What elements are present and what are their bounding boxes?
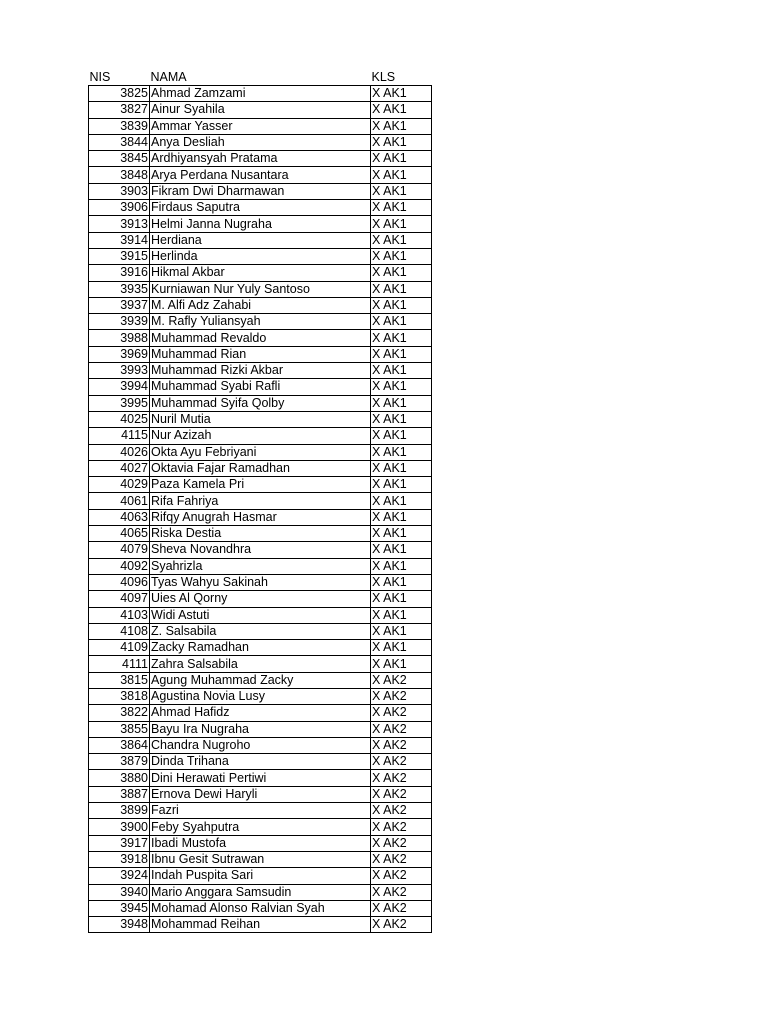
- nama-cell: Ernova Dewi Haryli: [150, 786, 371, 802]
- table-row: [89, 509, 432, 525]
- nis-cell: 3844: [89, 134, 150, 150]
- kls-cell: X AK2: [371, 900, 432, 916]
- header-kls: KLS: [371, 70, 396, 84]
- student-list-sheet: [88, 68, 431, 933]
- nis-cell: 3914: [89, 232, 150, 248]
- kls-cell: X AK1: [371, 574, 432, 590]
- kls-cell: X AK2: [371, 868, 432, 884]
- kls-cell: X AK1: [371, 281, 432, 297]
- nama-cell: Paza Kamela Pri: [150, 477, 371, 493]
- table-row: [89, 216, 432, 232]
- nis-cell: 3995: [89, 395, 150, 411]
- nama-cell: Chandra Nugroho: [150, 737, 371, 753]
- nis-cell: 3988: [89, 330, 150, 346]
- table-row: [89, 314, 432, 330]
- table-row: [89, 721, 432, 737]
- table-row: [89, 411, 432, 427]
- nama-cell: Zahra Salsabila: [150, 656, 371, 672]
- kls-cell: X AK2: [371, 688, 432, 704]
- nis-cell: 3822: [89, 705, 150, 721]
- kls-cell: X AK1: [371, 509, 432, 525]
- nama-cell: Oktavia Fajar Ramadhan: [150, 460, 371, 476]
- kls-cell: X AK1: [371, 542, 432, 558]
- table-row: [89, 346, 432, 362]
- nama-cell: Rifqy Anugrah Hasmar: [150, 509, 371, 525]
- nis-cell: 3815: [89, 672, 150, 688]
- table-row: [89, 640, 432, 656]
- nama-cell: Agustina Novia Lusy: [150, 688, 371, 704]
- header-nama: NAMA: [150, 70, 187, 84]
- nis-cell: 3935: [89, 281, 150, 297]
- nama-cell: Feby Syahputra: [150, 819, 371, 835]
- nama-cell: Ibadi Mustofa: [150, 835, 371, 851]
- table-row: [89, 395, 432, 411]
- nis-cell: 3918: [89, 851, 150, 867]
- kls-cell: X AK2: [371, 721, 432, 737]
- nama-cell: Ahmad Hafidz: [150, 705, 371, 721]
- kls-cell: X AK1: [371, 183, 432, 199]
- kls-cell: X AK1: [371, 428, 432, 444]
- nama-cell: Nur Azizah: [150, 428, 371, 444]
- table-row: [89, 118, 432, 134]
- table-row: [89, 705, 432, 721]
- nis-cell: 3913: [89, 216, 150, 232]
- table-header: [89, 68, 432, 86]
- table-row: [89, 428, 432, 444]
- kls-cell: X AK2: [371, 737, 432, 753]
- table-row: [89, 526, 432, 542]
- nama-cell: Fikram Dwi Dharmawan: [150, 183, 371, 199]
- nama-cell: Muhammad Rian: [150, 346, 371, 362]
- table-row: [89, 134, 432, 150]
- nis-cell: 3937: [89, 297, 150, 313]
- table-row: [89, 835, 432, 851]
- nis-cell: 3924: [89, 868, 150, 884]
- nis-cell: 3855: [89, 721, 150, 737]
- table-row: [89, 607, 432, 623]
- nama-cell: Kurniawan Nur Yuly Santoso: [150, 281, 371, 297]
- kls-cell: X AK1: [371, 493, 432, 509]
- table-row: [89, 102, 432, 118]
- header-nis: NIS: [89, 70, 111, 84]
- nis-cell: 3948: [89, 917, 150, 933]
- nis-cell: 3994: [89, 379, 150, 395]
- table-row: [89, 167, 432, 183]
- kls-cell: X AK1: [371, 379, 432, 395]
- nama-cell: Arya Perdana Nusantara: [150, 167, 371, 183]
- table-row: [89, 444, 432, 460]
- kls-cell: X AK1: [371, 248, 432, 264]
- nama-cell: Dini Herawati Pertiwi: [150, 770, 371, 786]
- nis-cell: 4027: [89, 460, 150, 476]
- kls-cell: X AK2: [371, 705, 432, 721]
- nis-cell: 4111: [89, 656, 150, 672]
- nama-cell: Mohammad Reihan: [150, 917, 371, 933]
- table-row: [89, 183, 432, 199]
- table-row: [89, 786, 432, 802]
- nis-cell: 4097: [89, 591, 150, 607]
- nama-cell: Muhammad Syabi Rafli: [150, 379, 371, 395]
- nis-cell: 3839: [89, 118, 150, 134]
- kls-cell: X AK2: [371, 770, 432, 786]
- table-row: [89, 803, 432, 819]
- kls-cell: X AK1: [371, 591, 432, 607]
- nis-cell: 4061: [89, 493, 150, 509]
- table-row: [89, 688, 432, 704]
- nama-cell: Agung Muhammad Zacky: [150, 672, 371, 688]
- nama-cell: Bayu Ira Nugraha: [150, 721, 371, 737]
- kls-cell: X AK1: [371, 607, 432, 623]
- table-row: [89, 900, 432, 916]
- nis-cell: 3818: [89, 688, 150, 704]
- nis-cell: 4096: [89, 574, 150, 590]
- student-table: [88, 68, 432, 933]
- table-row: [89, 884, 432, 900]
- nama-cell: Fazri: [150, 803, 371, 819]
- nama-cell: Herdiana: [150, 232, 371, 248]
- nis-cell: 3993: [89, 363, 150, 379]
- kls-cell: X AK2: [371, 786, 432, 802]
- kls-cell: X AK1: [371, 623, 432, 639]
- nama-cell: M. Alfi Adz Zahabi: [150, 297, 371, 313]
- table-body: [89, 86, 432, 933]
- table-row: [89, 819, 432, 835]
- nama-cell: Herlinda: [150, 248, 371, 264]
- kls-cell: X AK2: [371, 835, 432, 851]
- kls-cell: X AK1: [371, 346, 432, 362]
- table-row: [89, 656, 432, 672]
- nama-cell: Anya Desliah: [150, 134, 371, 150]
- kls-cell: X AK1: [371, 558, 432, 574]
- kls-cell: X AK1: [371, 656, 432, 672]
- table-row: [89, 200, 432, 216]
- table-row: [89, 574, 432, 590]
- kls-cell: X AK1: [371, 167, 432, 183]
- nama-cell: Firdaus Saputra: [150, 200, 371, 216]
- table-row: [89, 477, 432, 493]
- kls-cell: X AK1: [371, 200, 432, 216]
- nama-cell: Hikmal Akbar: [150, 265, 371, 281]
- kls-cell: X AK1: [371, 363, 432, 379]
- kls-cell: X AK1: [371, 265, 432, 281]
- table-row: [89, 754, 432, 770]
- table-row: [89, 363, 432, 379]
- nama-cell: Widi Astuti: [150, 607, 371, 623]
- nama-cell: Mohamad Alonso Ralvian Syah: [150, 900, 371, 916]
- table-row: [89, 460, 432, 476]
- table-row: [89, 330, 432, 346]
- kls-cell: X AK1: [371, 444, 432, 460]
- nis-cell: 4103: [89, 607, 150, 623]
- nama-cell: Z. Salsabila: [150, 623, 371, 639]
- table-row: [89, 737, 432, 753]
- nama-cell: M. Rafly Yuliansyah: [150, 314, 371, 330]
- nis-cell: 4063: [89, 509, 150, 525]
- nis-cell: 4079: [89, 542, 150, 558]
- nama-cell: Helmi Janna Nugraha: [150, 216, 371, 232]
- kls-cell: X AK1: [371, 477, 432, 493]
- kls-cell: X AK1: [371, 460, 432, 476]
- nis-cell: 3900: [89, 819, 150, 835]
- kls-cell: X AK1: [371, 86, 432, 102]
- nis-cell: 3845: [89, 151, 150, 167]
- nis-cell: 3827: [89, 102, 150, 118]
- nis-cell: 3899: [89, 803, 150, 819]
- kls-cell: X AK1: [371, 526, 432, 542]
- nis-cell: 3969: [89, 346, 150, 362]
- table-row: [89, 672, 432, 688]
- nama-cell: Muhammad Revaldo: [150, 330, 371, 346]
- table-row: [89, 623, 432, 639]
- nis-cell: 3887: [89, 786, 150, 802]
- nis-cell: 4115: [89, 428, 150, 444]
- kls-cell: X AK2: [371, 884, 432, 900]
- nis-cell: 4092: [89, 558, 150, 574]
- nama-cell: Muhammad Syifa Qolby: [150, 395, 371, 411]
- kls-cell: X AK1: [371, 232, 432, 248]
- kls-cell: X AK2: [371, 819, 432, 835]
- kls-cell: X AK1: [371, 395, 432, 411]
- kls-cell: X AK1: [371, 411, 432, 427]
- kls-cell: X AK2: [371, 754, 432, 770]
- table-row: [89, 868, 432, 884]
- nama-cell: Muhammad Rizki Akbar: [150, 363, 371, 379]
- nama-cell: Nuril Mutia: [150, 411, 371, 427]
- nis-cell: 3864: [89, 737, 150, 753]
- kls-cell: X AK1: [371, 134, 432, 150]
- nama-cell: Indah Puspita Sari: [150, 868, 371, 884]
- kls-cell: X AK1: [371, 640, 432, 656]
- nis-cell: 3848: [89, 167, 150, 183]
- table-row: [89, 379, 432, 395]
- nis-cell: 4109: [89, 640, 150, 656]
- nis-cell: 4025: [89, 411, 150, 427]
- table-row: [89, 297, 432, 313]
- table-row: [89, 248, 432, 264]
- nama-cell: Rifa Fahriya: [150, 493, 371, 509]
- nama-cell: Okta Ayu Febriyani: [150, 444, 371, 460]
- kls-cell: X AK1: [371, 102, 432, 118]
- table-row: [89, 151, 432, 167]
- kls-cell: X AK2: [371, 672, 432, 688]
- nama-cell: Syahrizla: [150, 558, 371, 574]
- nis-cell: 3906: [89, 200, 150, 216]
- nama-cell: Riska Destia: [150, 526, 371, 542]
- nis-cell: 3903: [89, 183, 150, 199]
- kls-cell: X AK2: [371, 917, 432, 933]
- table-row: [89, 851, 432, 867]
- nama-cell: Sheva Novandhra: [150, 542, 371, 558]
- table-row: [89, 232, 432, 248]
- nama-cell: Ibnu Gesit Sutrawan: [150, 851, 371, 867]
- nis-cell: 4026: [89, 444, 150, 460]
- kls-cell: X AK1: [371, 314, 432, 330]
- kls-cell: X AK1: [371, 151, 432, 167]
- nis-cell: 4065: [89, 526, 150, 542]
- nama-cell: Ahmad Zamzami: [150, 86, 371, 102]
- table-row: [89, 558, 432, 574]
- nama-cell: Mario Anggara Samsudin: [150, 884, 371, 900]
- nama-cell: Zacky Ramadhan: [150, 640, 371, 656]
- table-row: [89, 917, 432, 933]
- nis-cell: 3939: [89, 314, 150, 330]
- table-row: [89, 542, 432, 558]
- header-row: [89, 68, 432, 86]
- nama-cell: Ardhiyansyah Pratama: [150, 151, 371, 167]
- nis-cell: 3916: [89, 265, 150, 281]
- nama-cell: Dinda Trihana: [150, 754, 371, 770]
- table-row: [89, 591, 432, 607]
- nama-cell: Tyas Wahyu Sakinah: [150, 574, 371, 590]
- table-row: [89, 265, 432, 281]
- nis-cell: 4029: [89, 477, 150, 493]
- nis-cell: 4108: [89, 623, 150, 639]
- nis-cell: 3880: [89, 770, 150, 786]
- nis-cell: 3879: [89, 754, 150, 770]
- table-row: [89, 493, 432, 509]
- nis-cell: 3917: [89, 835, 150, 851]
- nis-cell: 3945: [89, 900, 150, 916]
- nama-cell: Uies Al Qorny: [150, 591, 371, 607]
- nama-cell: Ammar Yasser: [150, 118, 371, 134]
- nama-cell: Ainur Syahila: [150, 102, 371, 118]
- kls-cell: X AK2: [371, 803, 432, 819]
- kls-cell: X AK2: [371, 851, 432, 867]
- kls-cell: X AK1: [371, 216, 432, 232]
- kls-cell: X AK1: [371, 297, 432, 313]
- kls-cell: X AK1: [371, 118, 432, 134]
- table-row: [89, 770, 432, 786]
- nis-cell: 3940: [89, 884, 150, 900]
- nis-cell: 3915: [89, 248, 150, 264]
- table-row: [89, 281, 432, 297]
- table-row: [89, 86, 432, 102]
- nis-cell: 3825: [89, 86, 150, 102]
- kls-cell: X AK1: [371, 330, 432, 346]
